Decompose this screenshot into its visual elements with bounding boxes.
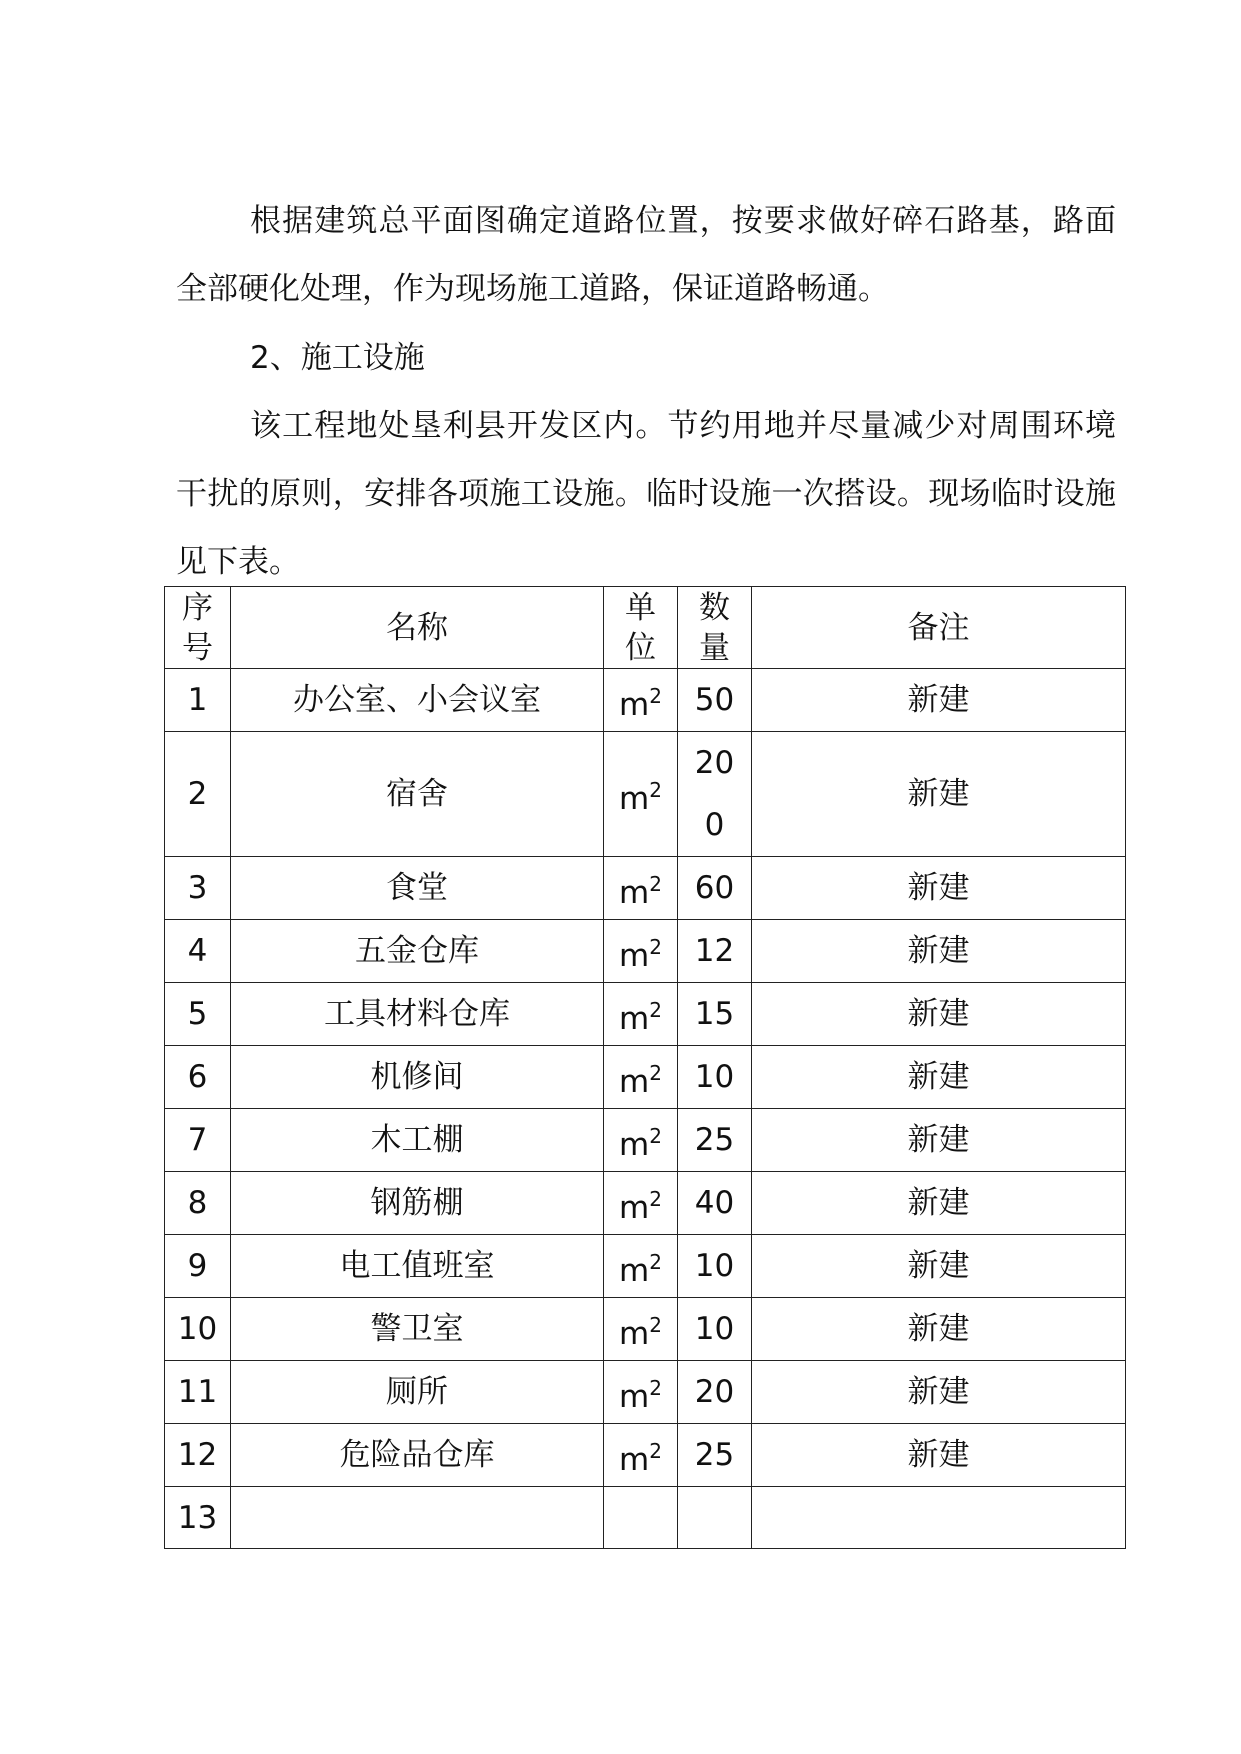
table-row <box>165 1109 1126 1172</box>
cell-name: 食堂 <box>231 857 604 920</box>
unit-superscript: 2 <box>649 934 662 959</box>
cell-qty <box>678 857 752 920</box>
cell-note: 新建 <box>752 732 1126 857</box>
cell-no: 5 <box>165 983 231 1046</box>
qty-text: 200 <box>694 745 735 843</box>
cell-name: 宿舍 <box>231 732 604 857</box>
unit-superscript: 2 <box>649 1438 662 1463</box>
unit-base: m <box>619 1063 650 1100</box>
unit-superscript: 2 <box>649 1312 662 1337</box>
qty-text: 50 <box>694 682 735 718</box>
unit-text <box>619 1123 662 1163</box>
cell-qty <box>678 1487 752 1549</box>
cell-name <box>231 1487 604 1549</box>
unit-superscript: 2 <box>649 871 662 896</box>
facilities-table <box>164 586 1126 1549</box>
unit-base: m <box>619 1252 650 1289</box>
cell-name: 电工值班室 <box>231 1235 604 1298</box>
unit-base: m <box>619 1126 650 1163</box>
cell-unit <box>604 1109 678 1172</box>
unit-text <box>619 1060 662 1100</box>
road-paragraph: 根据建筑总平面图确定道路位置，按要求做好碎石路基，路面全部硬化处理，作为现场施工道路，保证道路畅通。 <box>176 203 1116 307</box>
table-row <box>165 732 1126 857</box>
unit-text <box>619 997 662 1037</box>
unit-superscript: 2 <box>649 1186 662 1211</box>
cell-unit <box>604 1172 678 1235</box>
cell-no: 1 <box>165 669 231 732</box>
qty-text: 25 <box>694 1122 735 1158</box>
unit-superscript: 2 <box>649 777 662 802</box>
qty-text: 10 <box>694 1248 735 1284</box>
unit-text <box>619 1186 662 1226</box>
unit-text <box>619 1375 662 1415</box>
table-row <box>165 1424 1126 1487</box>
cell-note: 新建 <box>752 1235 1126 1298</box>
table-row <box>165 1361 1126 1424</box>
qty-text: 25 <box>694 1437 735 1473</box>
table-row <box>165 1487 1126 1549</box>
cell-note: 新建 <box>752 1424 1126 1487</box>
cell-note: 新建 <box>752 669 1126 732</box>
header-cell-name: 名称 <box>231 587 604 669</box>
table-row <box>165 857 1126 920</box>
cell-no: 9 <box>165 1235 231 1298</box>
unit-base: m <box>619 874 650 911</box>
cell-note: 新建 <box>752 920 1126 983</box>
facilities-table-body <box>165 587 1126 1549</box>
table-row <box>165 1298 1126 1361</box>
unit-base: m <box>619 686 650 723</box>
cell-note: 新建 <box>752 1361 1126 1424</box>
unit-base: m <box>619 780 650 817</box>
cell-qty <box>678 1172 752 1235</box>
qty-text: 10 <box>694 1311 735 1347</box>
cell-unit <box>604 857 678 920</box>
cell-name: 机修间 <box>231 1046 604 1109</box>
unit-superscript: 2 <box>649 997 662 1022</box>
facilities-paragraph: 该工程地处垦利县开发区内。节约用地并尽量减少对周围环境干扰的原则，安排各项施工设施。临时设施一次搭设。现场临时设施见下表。 <box>176 408 1116 580</box>
header-qty-text: 数量 <box>699 589 730 666</box>
cell-no: 8 <box>165 1172 231 1235</box>
unit-text <box>619 777 662 817</box>
qty-text: 12 <box>694 933 735 969</box>
header-cell-no <box>165 587 231 669</box>
cell-name: 木工棚 <box>231 1109 604 1172</box>
cell-unit <box>604 983 678 1046</box>
header-cell-unit <box>604 587 678 669</box>
cell-no: 4 <box>165 920 231 983</box>
unit-text <box>619 871 662 911</box>
unit-base: m <box>619 1378 650 1415</box>
cell-qty <box>678 920 752 983</box>
cell-unit <box>604 1046 678 1109</box>
unit-text <box>619 934 662 974</box>
unit-base: m <box>619 937 650 974</box>
unit-text <box>619 1249 662 1289</box>
section-heading: 2、施工设施 <box>250 340 425 376</box>
unit-superscript: 2 <box>649 1375 662 1400</box>
cell-note: 新建 <box>752 1046 1126 1109</box>
cell-qty <box>678 1235 752 1298</box>
cell-note: 新建 <box>752 1109 1126 1172</box>
cell-unit <box>604 1298 678 1361</box>
cell-name: 危险品仓库 <box>231 1424 604 1487</box>
cell-qty <box>678 1361 752 1424</box>
unit-text <box>619 683 662 723</box>
qty-text: 15 <box>694 996 735 1032</box>
table-header-row <box>165 587 1126 669</box>
cell-no: 2 <box>165 732 231 857</box>
cell-qty <box>678 1109 752 1172</box>
qty-text: 20 <box>694 1374 735 1410</box>
cell-unit <box>604 1424 678 1487</box>
cell-unit <box>604 920 678 983</box>
cell-name: 钢筋棚 <box>231 1172 604 1235</box>
qty-text: 40 <box>694 1185 735 1221</box>
unit-superscript: 2 <box>649 1249 662 1274</box>
cell-note: 新建 <box>752 857 1126 920</box>
table-row <box>165 669 1126 732</box>
cell-name: 五金仓库 <box>231 920 604 983</box>
cell-no: 6 <box>165 1046 231 1109</box>
cell-unit <box>604 1487 678 1549</box>
cell-unit <box>604 1361 678 1424</box>
cell-no: 7 <box>165 1109 231 1172</box>
unit-superscript: 2 <box>649 1060 662 1085</box>
cell-no: 11 <box>165 1361 231 1424</box>
cell-name: 工具材料仓库 <box>231 983 604 1046</box>
unit-base: m <box>619 1441 650 1478</box>
cell-name: 办公室、小会议室 <box>231 669 604 732</box>
unit-base: m <box>619 1189 650 1226</box>
table-row <box>165 920 1126 983</box>
unit-superscript: 2 <box>649 683 662 708</box>
cell-no: 13 <box>165 1487 231 1549</box>
cell-qty <box>678 669 752 732</box>
cell-unit <box>604 669 678 732</box>
cell-qty <box>678 732 752 857</box>
unit-base: m <box>619 1315 650 1352</box>
table-row <box>165 1172 1126 1235</box>
qty-text: 10 <box>694 1059 735 1095</box>
table-row <box>165 1046 1126 1109</box>
header-cell-qty <box>678 587 752 669</box>
cell-name: 警卫室 <box>231 1298 604 1361</box>
cell-note: 新建 <box>752 1298 1126 1361</box>
cell-qty <box>678 1046 752 1109</box>
cell-qty <box>678 1298 752 1361</box>
unit-text <box>619 1312 662 1352</box>
table-row <box>165 1235 1126 1298</box>
cell-qty <box>678 983 752 1046</box>
cell-no: 10 <box>165 1298 231 1361</box>
cell-qty <box>678 1424 752 1487</box>
unit-base: m <box>619 1000 650 1037</box>
cell-note: 新建 <box>752 1172 1126 1235</box>
table-row <box>165 983 1126 1046</box>
cell-note <box>752 1487 1126 1549</box>
cell-name: 厕所 <box>231 1361 604 1424</box>
qty-text: 60 <box>694 870 735 906</box>
cell-note: 新建 <box>752 983 1126 1046</box>
cell-no: 12 <box>165 1424 231 1487</box>
cell-unit <box>604 732 678 857</box>
cell-no: 3 <box>165 857 231 920</box>
header-unit-text: 单位 <box>625 589 656 666</box>
unit-superscript: 2 <box>649 1123 662 1148</box>
unit-text <box>619 1438 662 1478</box>
cell-unit <box>604 1235 678 1298</box>
header-no-text: 序号 <box>182 589 213 666</box>
header-cell-note: 备注 <box>752 587 1126 669</box>
